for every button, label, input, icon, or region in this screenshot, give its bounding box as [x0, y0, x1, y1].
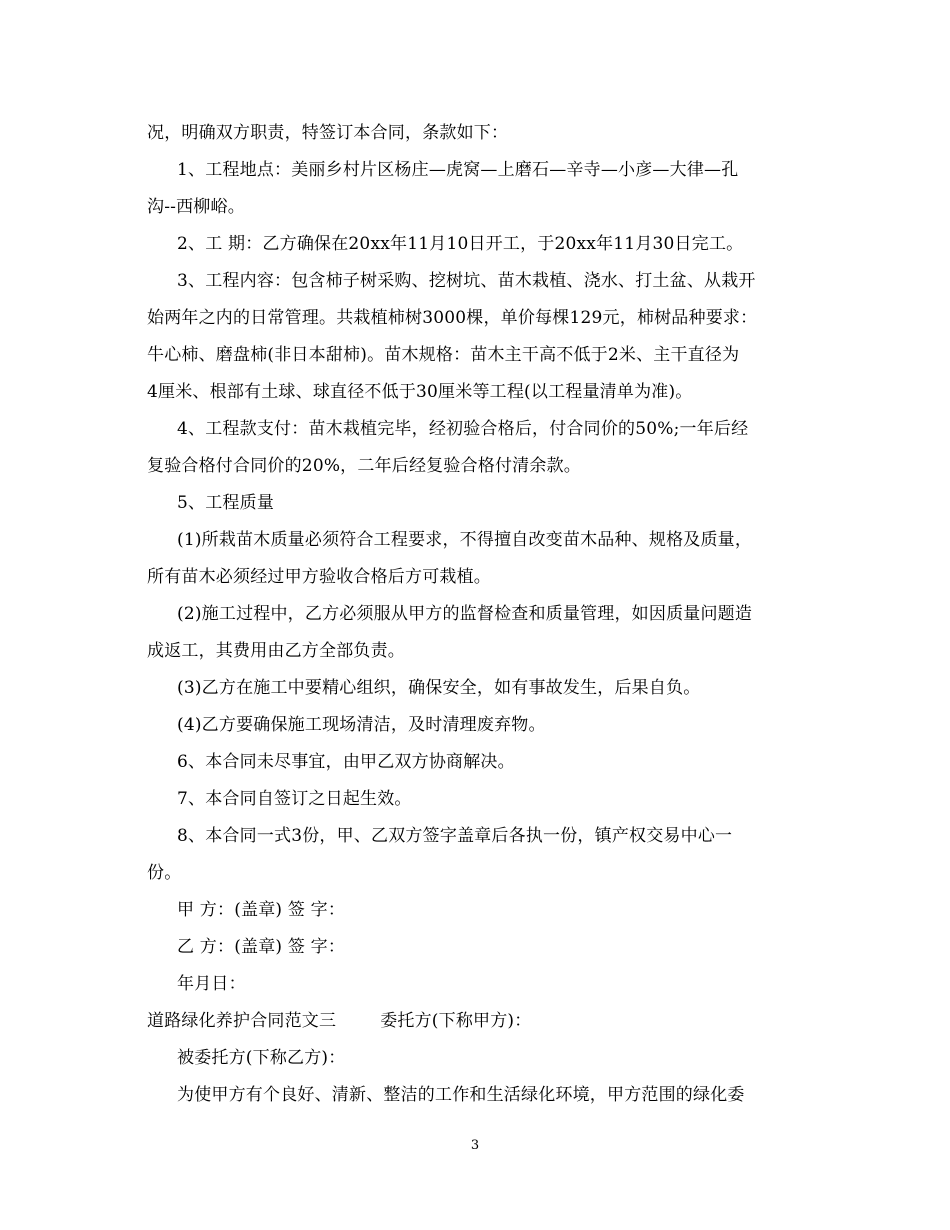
signature-line-party-a: 甲 方：(盖章) 签 字：	[177, 900, 346, 920]
text-line: 4、工程款支付：苗木栽植完毕，经初验合格后，付合同价的50%;一年后经	[177, 419, 749, 439]
text-line: 3、工程内容：包含柿子树采购、挖树坑、苗木栽植、浇水、打土盆、从栽开	[177, 271, 756, 291]
text-line: 1、工程地点：美丽乡村片区杨庄—虎窝—上磨石—辛寺—小彦—大律—孔	[177, 160, 739, 180]
text-line: (1)所栽苗木质量必须符合工程要求，不得擅自改变苗木品种、规格及质量，	[177, 530, 753, 550]
text-line: 复验合格付合同价的20%，二年后经复验合格付清余款。	[147, 456, 581, 476]
text-line: (4)乙方要确保施工现场清洁，及时清理废弃物。	[177, 715, 546, 735]
text-line: 2、工 期：乙方确保在20xx年11月10日开工，于20xx年11月30日完工。	[177, 234, 744, 254]
text-line: (3)乙方在施工中要精心组织，确保安全，如有事故发生，后果自负。	[177, 678, 701, 698]
text-line: 沟--西柳峪。	[147, 197, 245, 217]
text-line: 份。	[147, 863, 182, 883]
text-line: 成返工，其费用由乙方全部负责。	[147, 641, 405, 661]
client-party-label: 委托方(下称甲方)：	[380, 1011, 532, 1031]
text-line: 牛心柿、磨盘柿(非日本甜柿)。苗木规格：苗木主干高不低于2米、主干直径为	[147, 345, 740, 365]
text-line: 况，明确双方职责，特签订本合同，条款如下：	[147, 123, 509, 143]
text-line: 为使甲方有个良好、清新、整洁的工作和生活绿化环境，甲方范围的绿化委	[177, 1085, 745, 1105]
text-line: 6、本合同未尽事宜，由甲乙双方协商解决。	[177, 752, 515, 772]
text-line: 8、本合同一式3份，甲、乙双方签字盖章后各执一份，镇产权交易中心一	[177, 826, 733, 846]
section-heading-line	[147, 1003, 815, 1040]
date-line: 年月日：	[177, 974, 246, 994]
text-line: 7、本合同自签订之日起生效。	[177, 789, 412, 809]
signature-line-party-b: 乙 方：(盖章) 签 字：	[177, 937, 346, 957]
text-line: 所有苗木必须经过甲方验收合格后方可栽植。	[147, 567, 491, 587]
text-line: 被委托方(下称乙方)：	[177, 1048, 346, 1068]
page-number: 3	[470, 1138, 480, 1153]
section-title: 道路绿化养护合同范文三	[147, 1011, 337, 1031]
text-line: (2)施工过程中，乙方必须服从甲方的监督检查和质量管理，如因质量问题造	[177, 604, 753, 624]
document-body	[147, 115, 815, 1114]
text-line: 5、工程质量	[177, 493, 275, 513]
text-line: 始两年之内的日常管理。共栽植柿树3000棵，单价每棵129元，柿树品种要求：	[147, 308, 758, 328]
text-line: 4厘米、根部有土球、球直径不低于30厘米等工程(以工程量清单为准)。	[147, 382, 693, 402]
